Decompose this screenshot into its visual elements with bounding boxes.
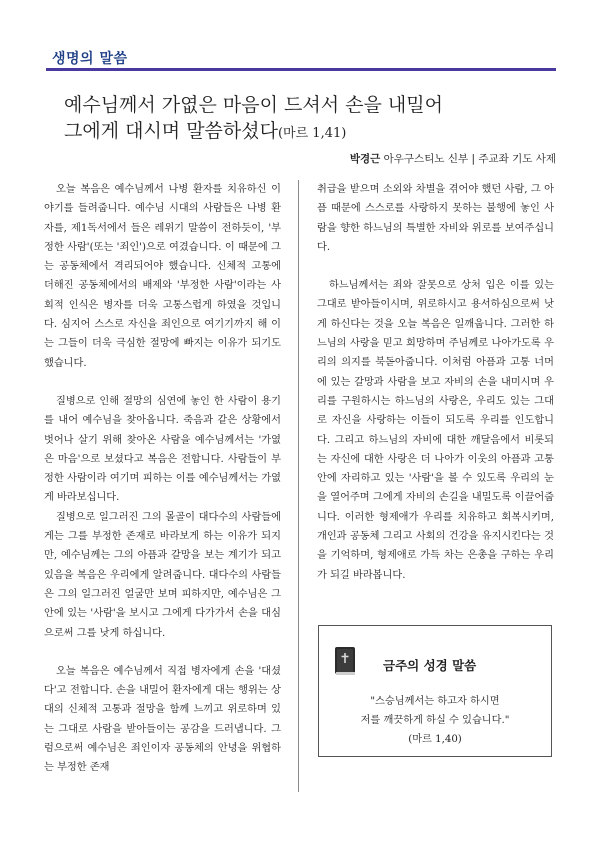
verse-quote (327, 692, 543, 749)
author-role: 아우구스티노 신부 | 주교좌 기도 사제 (383, 153, 556, 165)
title-line-2-text: 그에게 대시며 말씀하셨다 (64, 120, 278, 142)
paragraph: 오늘 복음은 예수님께서 나병 환자를 치유하신 이야기를 들려줍니다. 예수님 시대의 사람들은 나병 환자를, 제1독서에서 들은 레위기 말씀이 전하듯이, '부정한 사람'(또는 '죄인')으로 여겼습니다. 이 때문에 그는 공동체에서 격리되어야 했습니다. 신체적 고통에 더해진 공동체에서의 배제와 '부정한 사람'이라는 사회적 인식은 병자를 더욱 고통스럽게 하였을 것입니다. 심지어 스스로 자신을 죄인으로 여기기까지 해 이는 그들이 더욱 극심한 절망에 빠지는 이유가 되기도 했습니다. (44, 184, 281, 369)
paragraph: 하느님께서는 죄와 잘못으로 상처 입은 이를 있는 그대로 받아들이시며, 위로하시고 용서하심으로써 낫게 하신다는 것을 오늘 복음은 일깨웁니다. 그러한 하느님의 사랑을 믿고 희망하며 주님께로 나아가도록 우리의 의지를 북돋아줍니다. 이처럼 아픔과 고통 너머에 있는 갈망과 사람을 보고 자비의 손을 내미시며 우리를 구원하시는 하느님의 사랑은, 우리도 있는 그대로 자신을 사랑하는 이들이 되도록 우리를 인도합니다. 그리고 하느님의 자비에 대한 깨달음에서 비롯되는 자신에 대한 사랑은 더 나아가 이웃의 아픔과 고통 안에 자리하고 있는 '사람'을 볼 수 있도록 우리의 눈을 열어주며 그에게 자비의 손길을 내밀도록 이끌어줍니다. 이러한 형제애가 우리를 치유하고 회복시키며, 개인과 공동체 그리고 사회의 건강을 유지시킨다는 것을 기억하며, 형제애로 가득 차는 은총을 구하는 우리가 되길 바라봅니다. (317, 280, 554, 581)
verse-quote-line-1: "스승님께서는 하고자 하시면 (370, 696, 500, 707)
author-name: 박경근 (349, 153, 381, 165)
paragraph: 질병으로 인해 절망의 심연에 놓인 한 사람이 용기를 내어 예수님을 찾아옵니다. 죽음과 같은 상황에서 벗어나 살기 위해 찾아온 사람을 예수님께서는 '가엾은 마음'으로 보셨다고 복음은 전합니다. 사람들이 부정한 사람이라 여기며 피하는 이를 예수님께서는 가엾게 바라보십니다. (44, 395, 281, 504)
title-line-1: 예수님께서 가엾은 마음이 드셔서 손을 내밀어 (64, 94, 443, 116)
body-column-right (317, 180, 554, 585)
verse-box-title: 금주의 성경 말씀 (383, 658, 477, 673)
verse-quote-line-2: 저를 깨끗하게 하실 수 있습니다." (360, 715, 510, 726)
bible-book-icon (333, 646, 357, 676)
header-rule (46, 68, 556, 71)
byline (350, 151, 556, 166)
body-column-left (44, 180, 281, 778)
paragraph: 질병으로 일그러진 그의 몰골이 대다수의 사람들에게는 그를 부정한 존재로 바라보게 하는 이유가 되지만, 예수님께는 그의 아픔과 갈망을 보는 계기가 되고 있음을 복음은 우리에게 알려줍니다. 대다수의 사람들은 그의 일그러진 얼굴만 보며 피하지만, 예수님은 그 안에 있는 '사람'을 보시고 그에게 다가가서 손을 대심으로써 그를 낫게 하십니다. (44, 511, 281, 639)
paragraph: 오늘 복음은 예수님께서 직접 병자에게 손을 '대셨다'고 전합니다. 손을 내밀어 환자에게 대는 행위는 상대의 신체적 고통과 절망을 함께 느끼고 위로하며 있는 그대로 사람을 받아들이는 공감을 드러냅니다. 그럼으로써 예수님은 죄인이자 공동체의 안녕을 위협하는 부정한 존재 (44, 665, 281, 774)
verse-reference: (마르 1,40) (408, 734, 462, 745)
column-divider (298, 180, 299, 792)
title-line-2 (64, 118, 544, 147)
weekly-verse-box (318, 625, 552, 757)
paragraph: 취급을 받으며 소외와 차별을 겪어야 했던 사람, 그 아픔 때문에 스스로를 사랑하지 못하는 불행에 놓인 사람을 향한 하느님의 특별한 자비와 위로를 보여주십니다. (317, 184, 554, 253)
section-label: 생명의 말씀 (52, 51, 128, 67)
title-reference: (마르 1,41) (277, 126, 347, 141)
article-title (64, 92, 544, 147)
